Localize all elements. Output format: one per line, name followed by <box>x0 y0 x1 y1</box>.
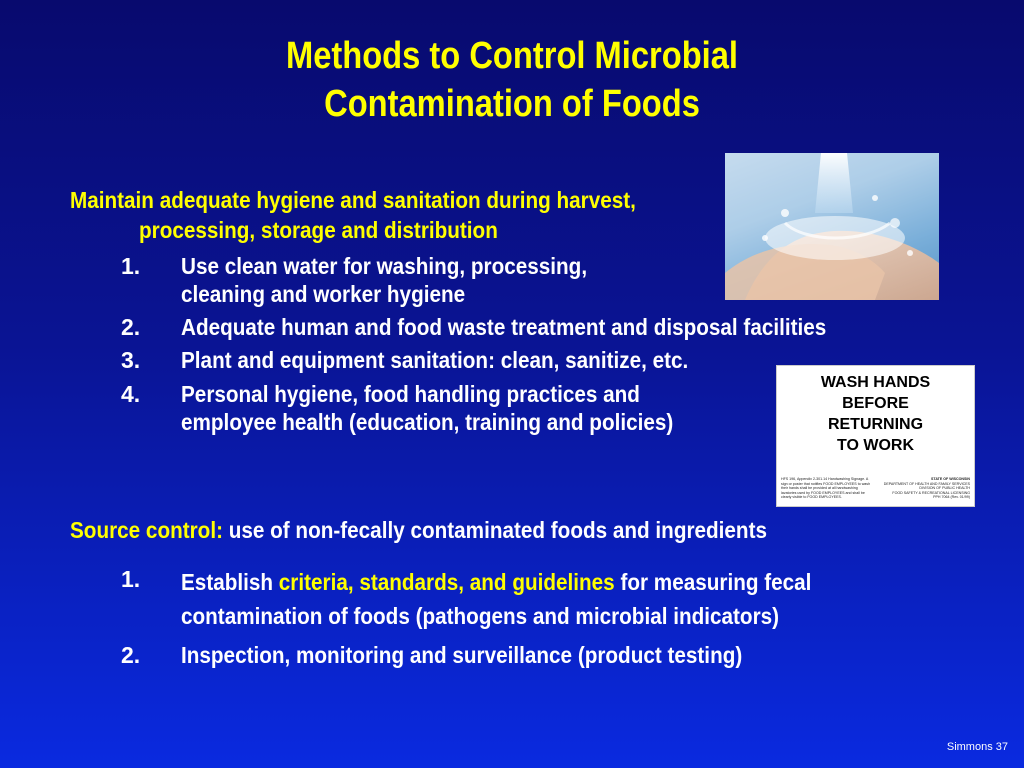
sign-regulation-line: lavatories used by FOOD EMPLOYEES and shall be <box>781 490 865 495</box>
sign-issuer-line: FOOD SAFETY & RECREATIONAL LICENSING <box>892 490 970 495</box>
hygiene-item-1-line-2: cleaning and worker hygiene <box>181 281 466 307</box>
slide-footer: Simmons 37 <box>946 741 1008 753</box>
handwashing-illustration <box>725 153 939 300</box>
sign-issuer-line: PPH 7064 (Rev. 01/99) <box>933 495 970 500</box>
source-item-1-number: 1. <box>121 566 141 592</box>
sign-regulation-line: sign or poster that notifies FOOD EMPLOYEES to wash <box>781 481 871 486</box>
source-item-1-highlight: criteria, standards, and guidelines <box>278 569 615 595</box>
source-item-1-line-2: contamination of foods (pathogens and microbial indicators) <box>181 603 780 629</box>
source-item-2 <box>181 641 805 669</box>
sign-title <box>777 372 974 456</box>
handwashing-photo <box>725 153 939 300</box>
hygiene-item-3-number: 3. <box>121 347 141 373</box>
source-item-1 <box>181 565 881 633</box>
slide-title <box>72 32 953 128</box>
hygiene-item-1-line-1: Use clean water for washing, processing, <box>181 253 588 279</box>
sign-issuer-line: STATE OF WISCONSIN <box>931 477 970 481</box>
hygiene-item-4 <box>181 380 728 436</box>
sign-line-2: BEFORE <box>842 395 909 412</box>
title-line-1: Methods to Control Microbial <box>285 35 739 77</box>
hygiene-heading <box>70 186 699 214</box>
hygiene-item-4-line-1: Personal hygiene, food handling practices and <box>181 381 640 407</box>
sign-regulation-line: their hands shall be provided at all handwashing <box>781 486 858 491</box>
hygiene-item-2 <box>181 313 898 341</box>
hygiene-item-2-number: 2. <box>121 314 141 340</box>
source-item-2-line-1: Inspection, monitoring and surveillance (product testing) <box>181 642 743 668</box>
hygiene-heading-line-2: processing, storage and distribution <box>139 217 498 243</box>
sign-line-3: RETURNING <box>827 416 924 433</box>
hygiene-heading-line-1: Maintain adequate hygiene and sanitation during harvest, <box>70 187 636 213</box>
hygiene-item-4-number: 4. <box>121 381 141 407</box>
sign-regulation-text <box>781 477 876 500</box>
source-item-1-pre: Establish <box>181 569 279 595</box>
source-control-label: Source control: <box>70 517 223 543</box>
title-line-2: Contamination of Foods <box>324 83 700 125</box>
hygiene-item-1 <box>181 252 632 308</box>
sign-issuer-line: DIVISION OF PUBLIC HEALTH <box>919 486 970 491</box>
wash-hands-sign <box>776 365 975 507</box>
hygiene-item-1-number: 1. <box>121 253 141 279</box>
sign-issuer-line: DEPARTMENT OF HEALTH AND FAMILY SERVICES <box>883 481 970 486</box>
sign-issuer-text <box>875 477 970 500</box>
source-control-line <box>70 516 844 544</box>
hygiene-item-3-line-1: Plant and equipment sanitation: clean, sanitize, etc. <box>181 347 689 373</box>
source-item-1-post: for measuring fecal <box>614 569 812 595</box>
source-control-text: use of non-fecally contaminated foods and ingredients <box>222 517 767 543</box>
source-item-2-number: 2. <box>121 642 141 668</box>
sign-regulation-line: clearly visible to FOOD EMPLOYEES. <box>781 495 842 500</box>
sign-line-1: WASH HANDS <box>820 374 931 391</box>
sign-regulation-line: HFS 196, Appendix 2-301.14 Handwashing Signage. A <box>781 477 869 481</box>
hygiene-heading-cont <box>139 216 538 244</box>
hygiene-item-3 <box>181 346 745 374</box>
sign-line-4: TO WORK <box>836 437 915 454</box>
hygiene-item-4-line-2: employee health (education, training and policies) <box>181 409 674 435</box>
hygiene-item-2-line-1: Adequate human and food waste treatment and disposal facilities <box>181 314 827 340</box>
